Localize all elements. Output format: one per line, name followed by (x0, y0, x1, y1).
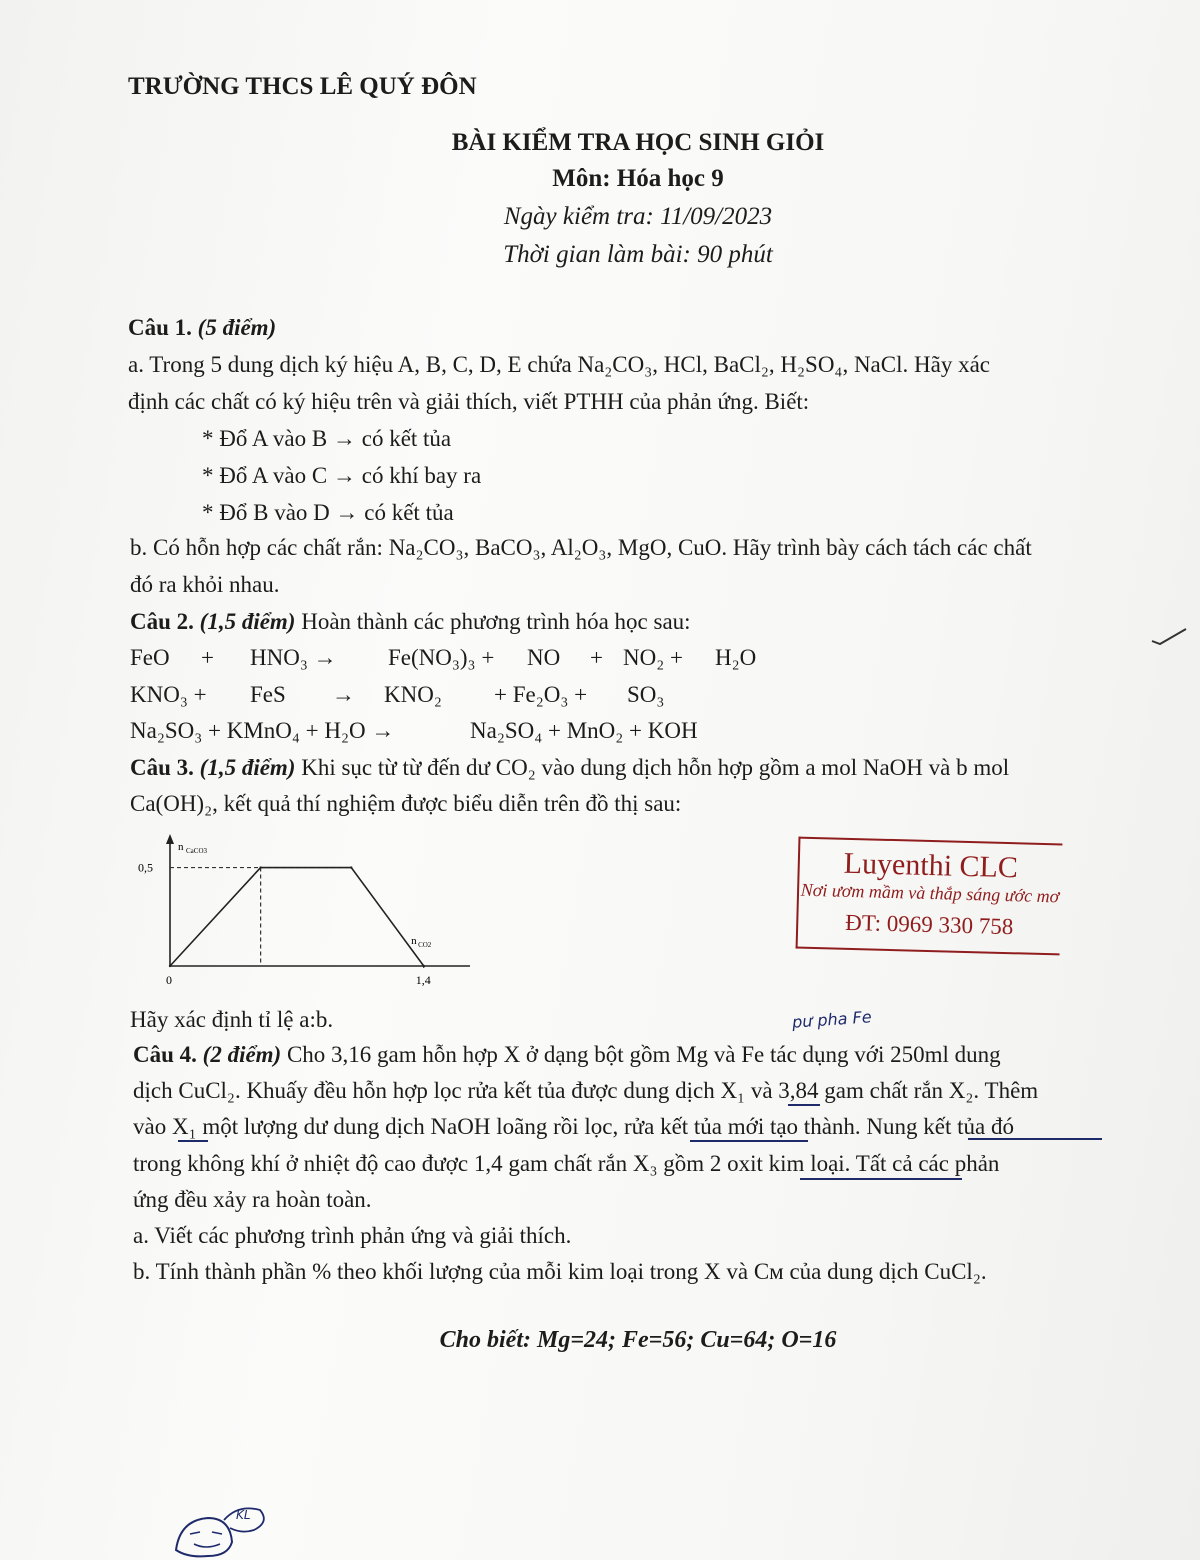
doodle-text: KL (236, 1508, 251, 1522)
q2-label: Câu 2. (130, 609, 194, 634)
pen-underline (800, 1178, 962, 1180)
luyenthi-stamp (796, 837, 1063, 956)
q4-line1: Cho 3,16 gam hỗn hợp X ở dạng bột gồm Mg và Fe tác dụng với 250ml dung (281, 1042, 1001, 1067)
exam-date: Ngày kiểm tra: 11/09/2023 (503, 203, 773, 230)
exam-subject: Môn: Hóa học 9 (552, 165, 724, 192)
eq-term: NO (527, 645, 561, 670)
q1-a-line2: định các chất có ký hiệu trên và giải thích, viết PTHH của phản ứng. Biết: (128, 389, 810, 414)
q3-line1: Khi sục từ từ đến dư CO₂ vào dung dịch hỗn hợp gồm a mol NaOH và b mol (295, 755, 1010, 780)
q4-line4: trong không khí ở nhiệt độ cao được 1,4 gam chất rắn X₃ gồm 2 oxit kim loại. Tất cả các phản (133, 1151, 1000, 1176)
eq-term: SO₃ (627, 682, 665, 707)
q1-condition: * Đổ B vào D → có kết tủa (202, 500, 454, 525)
q1-condition: * Đổ A vào C → có khí bay ra (202, 463, 482, 488)
eq-term: FeO (130, 645, 170, 670)
pen-underline (788, 1104, 820, 1106)
q3-line2: Ca(OH)₂, kết quả thí nghiệm được biểu diễn trên đồ thị sau: (130, 791, 682, 816)
eq-term: Na₂SO₄ + MnO₂ + KOH (470, 718, 698, 743)
eq-term: NO₂ + (623, 645, 683, 670)
q4-line3: vào X₁ một lượng dư dung dịch NaOH loãng rồi lọc, rửa kết tủa mới tạo thành. Nung kết tủa đó (133, 1114, 1014, 1139)
series-line (170, 868, 424, 966)
q2-text: Hoàn thành các phương trình hóa học sau: (295, 609, 691, 634)
data-point (423, 965, 425, 967)
q3-question: Hãy xác định tỉ lệ a:b. (130, 1007, 334, 1032)
q2-equation-2 (0, 680, 1200, 710)
given-atomic-masses: Cho biết: Mg=24; Fe=56; Cu=64; O=16 (439, 1327, 837, 1353)
eq-term: Na₂SO₃ + KMnO₄ + H₂O → (130, 718, 395, 743)
data-point (259, 866, 261, 868)
pen-checkmark (1150, 625, 1190, 647)
eq-term: Fe(NO₃)₃ + (388, 645, 495, 670)
exam-duration: Thời gian làm bài: 90 phút (503, 241, 773, 268)
x-axis-label: n (411, 935, 417, 947)
eq-term: FeS (250, 682, 286, 707)
pen-doodle (168, 1500, 278, 1560)
q2-equation-1 (0, 643, 1200, 673)
q4-label: Câu 4. (133, 1042, 197, 1067)
y-axis-label: n (178, 841, 184, 853)
q1-heading (128, 313, 276, 343)
eq-term: + (590, 645, 603, 670)
eq-term: → (332, 682, 355, 707)
eq-term: HNO₃ → (250, 645, 337, 670)
stamp-slogan: Nơi ươm mầm và thắp sáng ước mơ (800, 879, 1060, 907)
q2-heading (130, 607, 691, 637)
eq-term: KNO₂ (384, 682, 442, 707)
q3-heading (130, 753, 1009, 783)
q4-points: (2 điểm) (202, 1042, 282, 1067)
q1-label: Câu 1. (128, 315, 192, 340)
data-point (350, 866, 352, 868)
q4-line2: dịch CuCl₂. Khuấy đều hỗn hợp lọc rửa kết tủa được dung dịch X₁ và 3,84 gam chất rắn X₂. Thêm (133, 1078, 1039, 1103)
q1-points: (5 điểm) (197, 315, 277, 340)
x-axis-label-sub: CO2 (418, 941, 432, 949)
y-axis-arrow (166, 834, 174, 844)
school-name: TRƯỜNG THCS LÊ QUÝ ĐÔN (128, 73, 477, 100)
stamp-brand: Luyenthi CLC (843, 846, 1019, 885)
q2-points: (1,5 điểm) (199, 609, 296, 634)
x-tick-label: 0 (166, 973, 172, 987)
q1-condition: * Đổ A vào B → có kết tủa (202, 426, 452, 451)
q4-heading (133, 1040, 1001, 1070)
y-tick-label: 0,5 (138, 860, 153, 875)
y-axis-label-sub: CaCO3 (186, 847, 207, 855)
q1-b-line1: b. Có hỗn hợp các chất rắn: Na₂CO₃, BaCO₃, Al₂O₃, MgO, CuO. Hãy trình bày cách tách các chất (130, 535, 1032, 560)
pen-underline (690, 1140, 808, 1142)
q1-b-line2: đó ra khỏi nhau. (130, 572, 280, 597)
eq-term: H₂O (715, 645, 757, 670)
q2-equation-3 (0, 716, 1200, 746)
caco3-chart (120, 830, 480, 1000)
q4-part-b: b. Tính thành phần % theo khối lượng của mỗi kim loại trong X và Cᴍ của dung dịch CuCl₂. (133, 1259, 987, 1284)
eq-term: + Fe₂O₃ + (494, 682, 588, 707)
q4-part-a: a. Viết các phương trình phản ứng và giải thích. (133, 1223, 572, 1248)
handwritten-note: pư pha Fe (791, 1007, 873, 1032)
q1-a-line1: a. Trong 5 dung dịch ký hiệu A, B, C, D, E chứa Na₂CO₃, HCl, BaCl₂, H₂SO₄, NaCl. Hãy xác (128, 352, 990, 377)
pen-underline (178, 1140, 208, 1142)
q4-line5: ứng đều xảy ra hoàn toàn. (133, 1187, 372, 1212)
eq-term: + (201, 645, 214, 670)
x-tick-label: 1,4 (415, 973, 431, 987)
q3-points: (1,5 điểm) (199, 755, 296, 780)
stamp-phone: ĐT: 0969 330 758 (844, 909, 1014, 940)
data-point (169, 965, 171, 967)
exam-title: BÀI KIỂM TRA HỌC SINH GIỎI (451, 129, 825, 156)
q3-label: Câu 3. (130, 755, 194, 780)
pen-underline (968, 1138, 1102, 1140)
eq-term: KNO₃ + (130, 682, 207, 707)
